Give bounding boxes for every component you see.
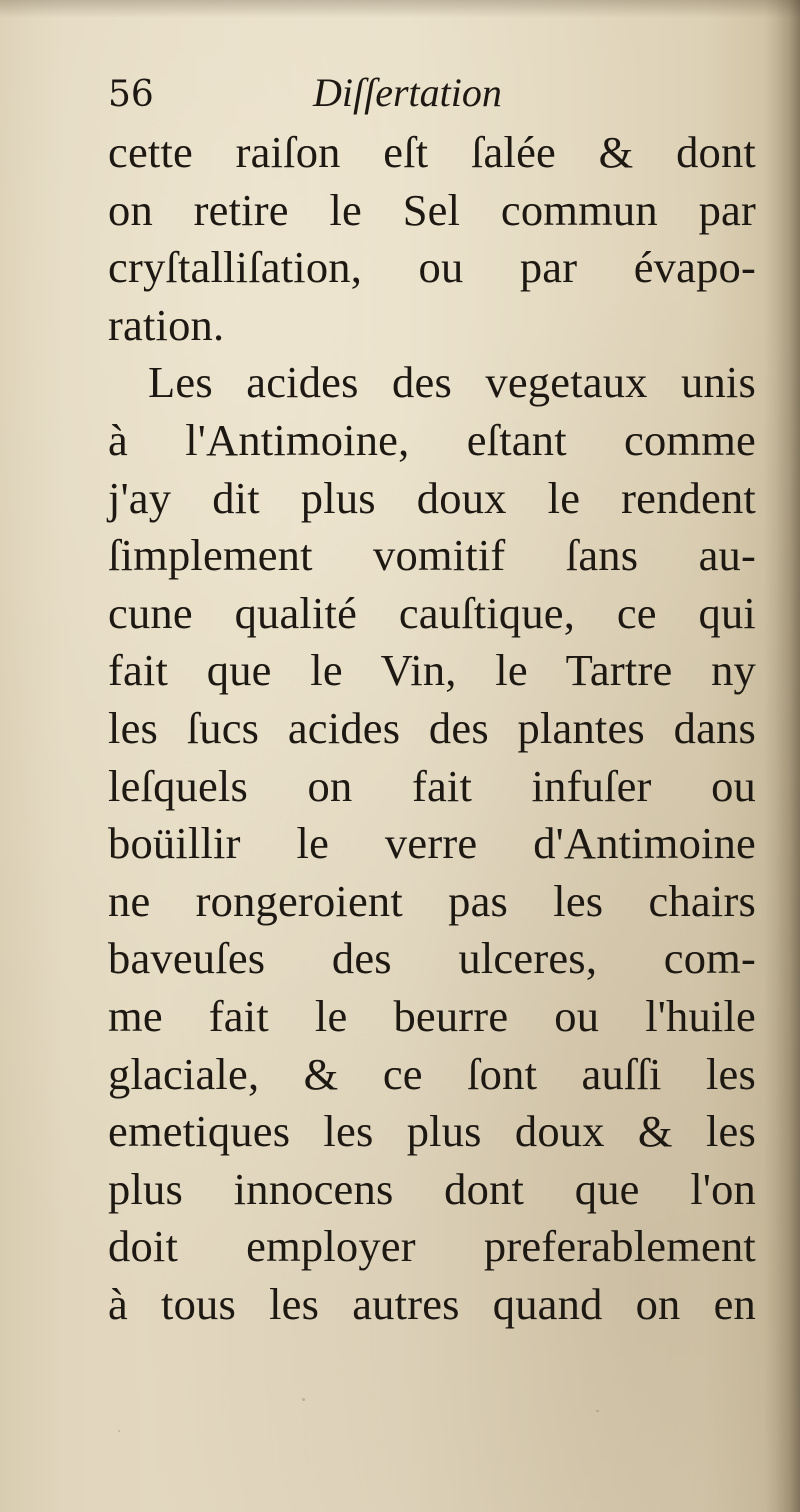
body-text (108, 124, 756, 1333)
text-line: cette raiſon eſt ſalée & dont (108, 127, 756, 177)
text-line: à tous les autres quand on en (108, 1278, 756, 1329)
text-line: Les acides des vegetaux unis (148, 357, 756, 408)
running-title: Diſſertation (313, 70, 502, 115)
text-line: me fait le beurre ou l'huile (108, 990, 756, 1041)
text-line: cryſtalliſation, ou par évapo- (108, 242, 756, 293)
paper-speck (118, 1430, 120, 1432)
text-line: leſquels on fait infuſer ou (108, 760, 756, 811)
text-line: j'ay dit plus doux le rendent (108, 472, 756, 523)
text-line: à l'Antimoine, eſtant comme (108, 414, 756, 465)
text-line: fait que le Vin, le Tartre ny (108, 645, 756, 696)
paper-speck (302, 1398, 305, 1401)
text-line: ſimplement vomitif ſans au- (108, 530, 756, 581)
text-line: emetiques les plus doux & les (108, 1106, 756, 1157)
text-line: doit employer preferablement (108, 1221, 756, 1272)
text-line: on retire le Sel commun par (108, 184, 756, 235)
text-line: les ſucs acides des plantes dans (108, 702, 756, 753)
page-number: 56 (108, 74, 154, 115)
running-head (108, 70, 768, 120)
paper-speck (596, 1410, 599, 1412)
text-line: ne rongeroient pas les chairs (108, 875, 756, 926)
page-top-edge (0, 0, 800, 18)
text-line: glaciale, & ce ſont auſſi les (108, 1048, 756, 1099)
text-line: boüillir le verre d'Antimoine (108, 818, 756, 869)
text-line: plus innocens dont que l'on (108, 1163, 756, 1214)
text-line: cune qualité cauſtique, ce qui (108, 587, 756, 638)
page-edge-shadow (764, 0, 800, 1512)
text-line: ration. (108, 299, 225, 350)
text-line: baveuſes des ulceres, com- (108, 933, 756, 984)
